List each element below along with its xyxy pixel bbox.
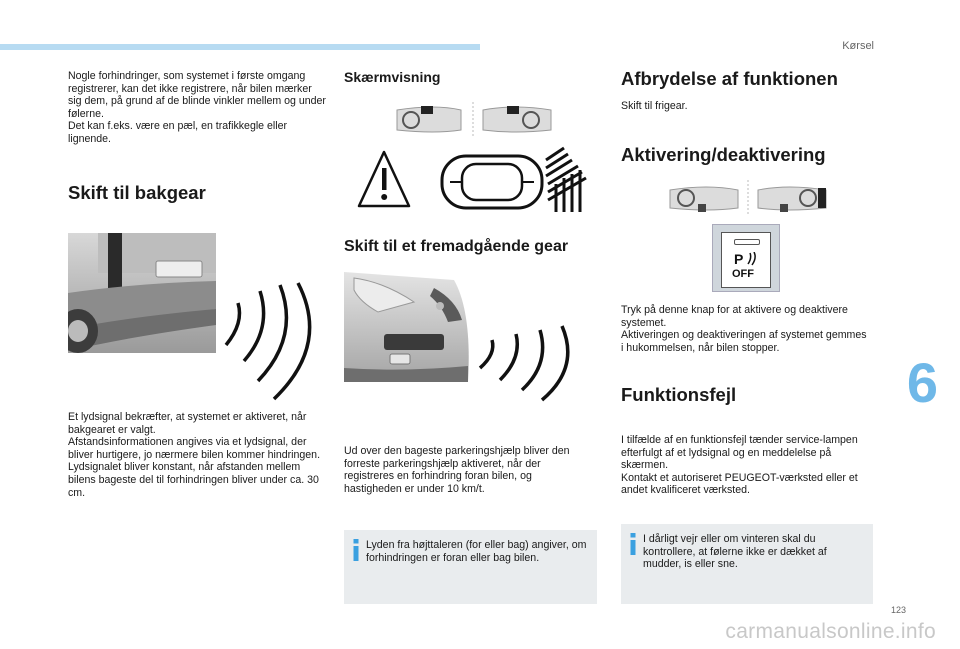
reverse-gear-paragraph: Lydsignalet bliver konstant, når afstanden mellem bilens bageste del til forhindringen bliver under ca. 30 cm.: [68, 461, 319, 499]
intro-paragraph: Nogle forhindringer, som systemet i første omgang registrerer, kan det ikke registrere, når bilen mærker sig dem, på grund af de blinde vinkler mellem og under følerne.: [68, 70, 326, 120]
sensor-waves-icon: [746, 252, 760, 266]
mirror-camera-illustration: [395, 100, 555, 140]
activation-paragraph: Aktiveringen og deaktiveringen af systemet gemmes i hukommelsen, når bilen stopper.: [621, 329, 867, 354]
info-box-weather: [621, 524, 873, 604]
info-box-speaker: [344, 530, 597, 604]
front-parking-illustration: [344, 272, 592, 406]
activation-paragraph: Tryk på denne knap for at aktivere og deaktivere systemet.: [621, 304, 848, 329]
heading-activation: Aktivering/deaktivering: [621, 144, 826, 165]
mirror-button-illustration: [668, 180, 828, 216]
watermark: carmanualsonline.info: [725, 620, 936, 643]
heading-reverse-gear: Skift til bakgear: [68, 182, 206, 203]
heading-malfunction: Funktionsfejl: [621, 384, 737, 405]
malfunction-paragraph: Kontakt et autoriseret PEUGEOT-værksted eller et andet kvalificeret værksted.: [621, 471, 858, 497]
malfunction-text: [621, 434, 866, 497]
car-sensor-display-icon: [440, 146, 588, 214]
section-title: Kørsel: [842, 40, 874, 52]
heading-screen-display: Skærmvisning: [344, 69, 441, 85]
activation-text: [621, 304, 871, 354]
park-assist-button[interactable]: [721, 232, 771, 288]
interruption-text: Skift til frigear.: [621, 100, 688, 112]
warning-triangle-icon: [355, 146, 413, 212]
button-p-label: P: [734, 251, 744, 267]
header-accent-bar: [0, 44, 480, 50]
malfunction-paragraph: I tilfælde af en funktionsfejl tænder service-lampen efterfulgt af et lydsignal og en meddelelse på skærmen.: [621, 434, 858, 472]
heading-forward-gear: Skift til et fremadgående gear: [344, 238, 569, 255]
intro-paragraph: Det kan f.eks. være en pæl, en trafikkegle eller lignende.: [68, 120, 288, 145]
intro-text: [68, 70, 328, 146]
led-indicator: [734, 239, 760, 245]
forward-gear-paragraph: Ud over den bageste parkeringshjælp bliver den forreste parkeringshjælp aktiveret, når der registreres en forhindring foran bilen, og hastigheden er under 10 km/t.: [344, 445, 570, 495]
heading-interruption: Afbrydelse af funktionen: [621, 68, 838, 89]
button-off-label: OFF: [732, 268, 754, 280]
reverse-gear-paragraph: Afstandsinformationen angives via et lydsignal, der bliver hurtigere, jo nærmere bilen kommer hindringen.: [68, 436, 321, 461]
page-number: 123: [890, 605, 906, 615]
reverse-gear-text: [68, 411, 326, 499]
park-assist-button-panel: [712, 224, 780, 292]
info-box-text: Lyden fra højttaleren (for eller bag) angiver, om forhindringen er foran eller bag bilen.: [366, 539, 587, 564]
forward-gear-text: [344, 445, 589, 495]
rear-parking-illustration: [68, 233, 324, 403]
reverse-gear-paragraph: Et lydsignal bekræfter, at systemet er aktiveret, når bakgearet er valgt.: [68, 411, 307, 436]
info-box-text: I dårligt vejr eller om vinteren skal du kontrollere, at følerne ikke er dækket af mudder, is eller sne.: [643, 533, 827, 571]
chapter-number: 6: [906, 351, 938, 414]
